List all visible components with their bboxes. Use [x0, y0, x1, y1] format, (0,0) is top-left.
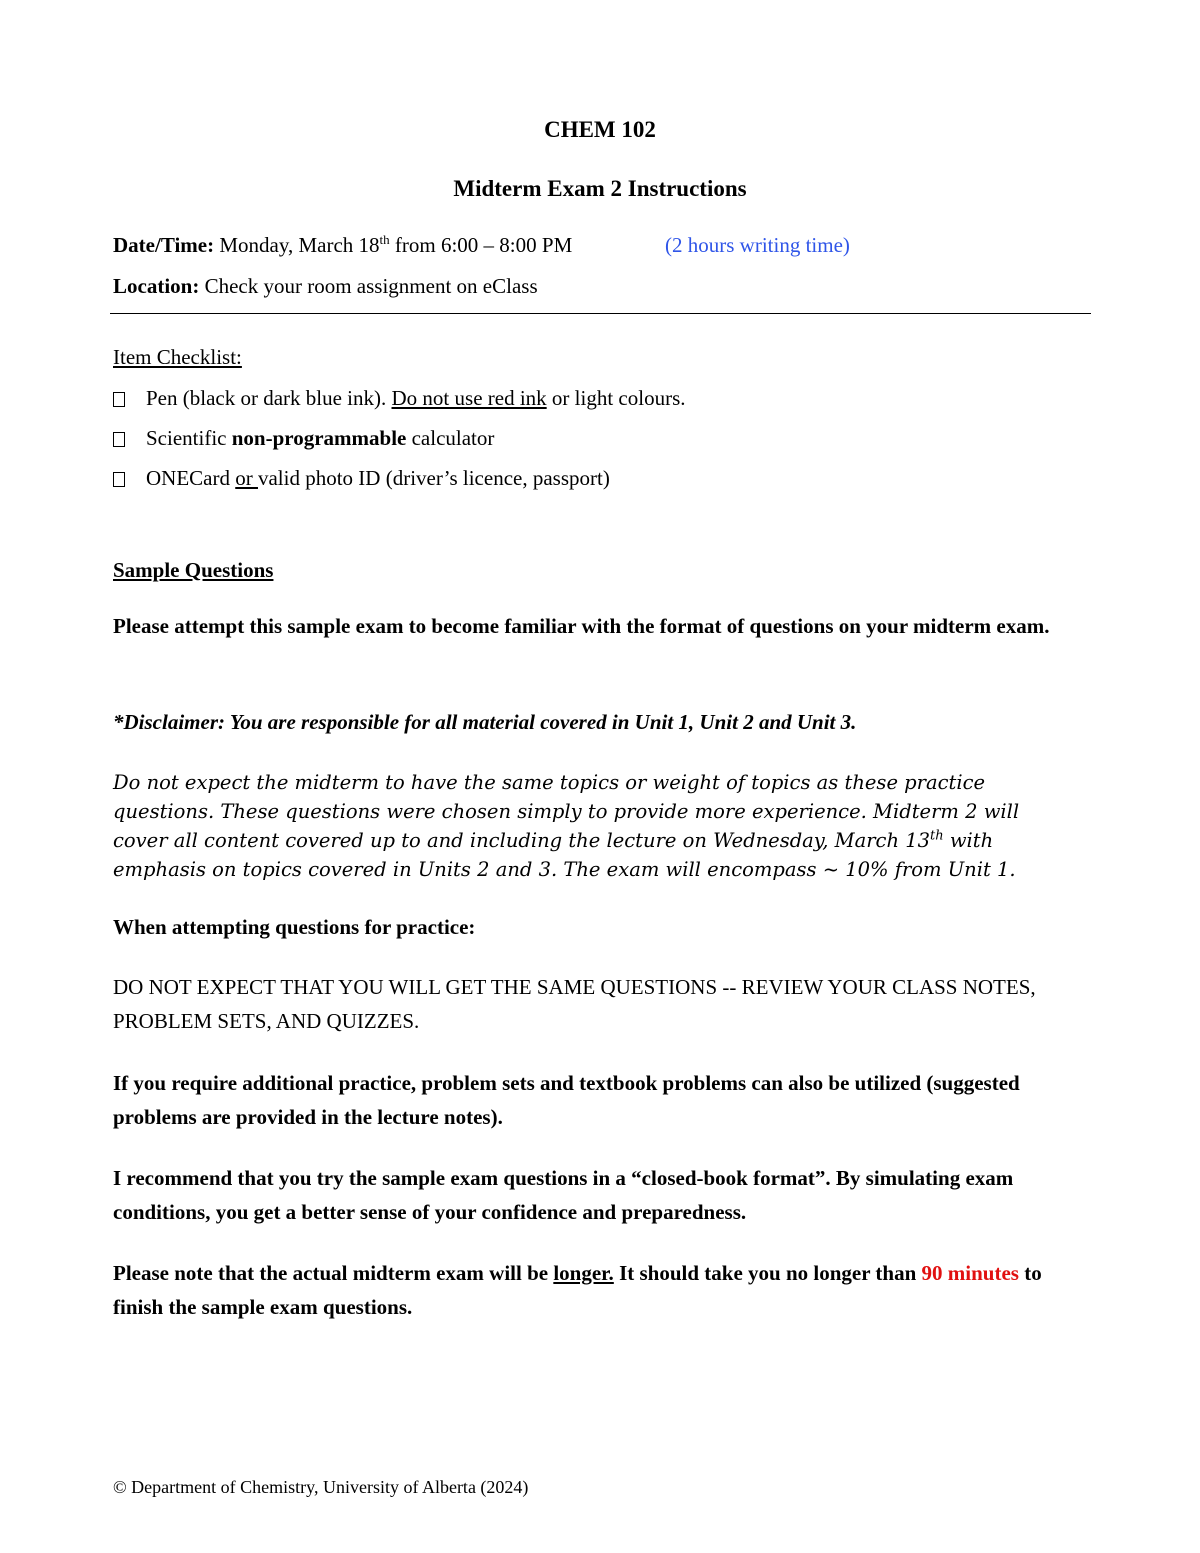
checklist-heading: Item Checklist:: [113, 345, 242, 369]
checkbox-icon: [113, 392, 125, 407]
course-code: CHEM 102: [544, 117, 656, 142]
location-line: [113, 274, 538, 298]
caps-warning: DO NOT EXPECT THAT YOU WILL GET THE SAME QUESTIONS -- REVIEW YOUR CLASS NOTES, PROBLEM SETS, AND QUIZZES.: [113, 975, 1036, 1033]
practice-heading: When attempting questions for practice:: [113, 915, 476, 939]
location-label: Location:: [113, 274, 200, 298]
checklist-item: Scientific non-programmable calculator: [113, 426, 494, 450]
disclaimer: *Disclaimer: You are responsible for all material covered in Unit 1, Unit 2 and Unit 3.: [113, 710, 857, 734]
writing-time: (2 hours writing time): [665, 233, 850, 257]
page-title: Midterm Exam 2 Instructions: [453, 176, 747, 201]
divider: [110, 313, 1091, 314]
sample-heading: Sample Questions: [113, 558, 274, 582]
datetime-label: Date/Time:: [113, 233, 215, 257]
checkbox-icon: [113, 472, 125, 487]
recommendation: I recommend that you try the sample exam questions in a “closed-book format”. By simulating exam conditions, you get a better sense of your confidence and preparedness.: [113, 1166, 1014, 1224]
checkbox-icon: [113, 432, 125, 447]
datetime-value: Monday, March 18th from 6:00 – 8:00 PM: [219, 232, 573, 257]
checklist-item: Pen (black or dark blue ink). Do not use red ink or light colours.: [113, 386, 686, 410]
copyright-footer: © Department of Chemistry, University of Alberta (2024): [113, 1477, 529, 1497]
location-value: Check your room assignment on eClass: [204, 274, 538, 298]
additional-practice: If you require additional practice, problem sets and textbook problems can also be utilized (suggested problems are provided in the lecture notes).: [113, 1071, 1020, 1129]
checklist-item: ONECard or valid photo ID (driver’s licence, passport): [113, 466, 610, 490]
italic-note: Do not expect the midterm to have the same topics or weight of topics as these practice questions. These questions were chosen simply to provide more experience. Midterm 2 will cover all content covered up to and including the lecture on Wednesday, March 13th with emphasis on topics covered in Units 2 and 3. The exam will encompass ~ 10% from Unit 1.: [113, 771, 1020, 881]
datetime-line: [113, 233, 572, 257]
sample-intro: Please attempt this sample exam to become familiar with the format of questions on your midterm exam.: [113, 614, 1050, 638]
length-note: Please note that the actual midterm exam will be longer. It should take you no longer than 90 minutes to finish the sample exam questions.: [113, 1261, 1042, 1319]
